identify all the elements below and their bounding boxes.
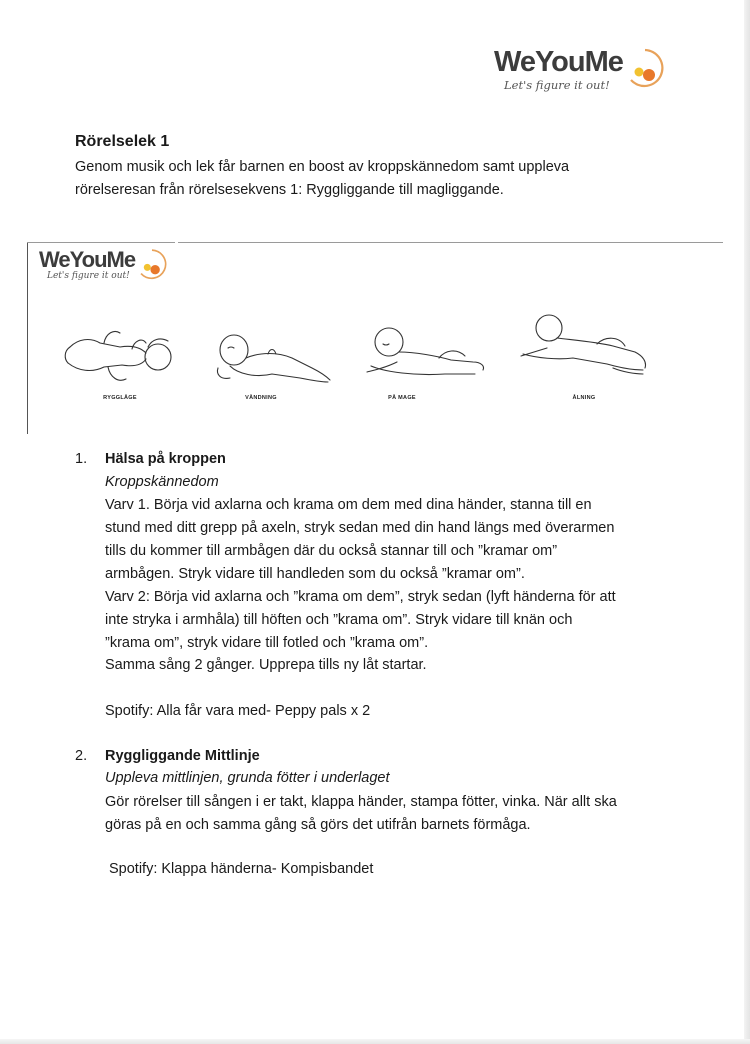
baby-tummy-illustration [355,322,490,388]
baby-rolling-illustration [208,328,336,388]
logo-tagline: Let's figure it out! [504,78,610,92]
pose-label: RYGGLÄGE [103,395,137,401]
pose-label: ÅLNING [572,395,596,401]
body-line: Varv 2: Börja vid axlarna och ”krama om dem”, stryk sedan (lyft händerna för att [105,589,616,605]
body-line: göras på en och samma gång så görs det utifrån barnets förmåga. [105,817,531,833]
list-number: 2. [75,748,88,764]
figure-logo-tagline: Let's figure it out! [47,271,130,281]
intro-line: Genom musik och lek får barnen en boost av kroppskännedom samt uppleva [75,159,570,175]
intro-line: rörelseresan från rörelsesekvens 1: Ryggliggande till magliggande. [75,182,504,198]
logo-circle-icon [625,46,665,92]
figure-logo-wordmark: WeYouMe [39,247,136,272]
figure-frame-top-left [27,242,175,243]
item-heading: Hälsa på kroppen [105,451,226,467]
body-line: armbågen. Stryk vidare till handleden som du också ”kramar om”. [105,566,525,582]
pose-label: VÄNDNING [245,395,277,401]
item-heading: Ryggliggande Mittlinje [105,748,260,764]
item-subtitle: Kroppskännedom [105,474,219,490]
document-title: Rörelselek 1 [75,133,170,150]
intro-paragraph [75,156,675,202]
page-edge [744,0,750,1044]
spotify-reference: Spotify: Alla får vara med- Peppy pals x 2 [105,703,371,719]
baby-crawling-illustration [517,312,652,388]
item-subtitle: Uppleva mittlinjen, grunda fötter i underlaget [105,770,390,786]
list-number: 1. [75,451,88,467]
logo-wordmark: WeYouMe [494,46,623,78]
figure-frame-top [178,242,723,243]
body-line: Varv 1. Börja vid axlarna och krama om dem med dina händer, stanna till en [105,497,592,513]
body-line: Gör rörelser till sången i er takt, klappa händer, stampa fötter, vinka. När allt ska [105,794,617,810]
spotify-reference: Spotify: Klappa händerna- Kompisbandet [109,861,374,877]
figure-logo-circle-icon [136,247,168,283]
page-bottom-edge [0,1039,750,1044]
baby-back-lying-illustration [60,325,185,390]
body-line: stund med ditt grepp på axeln, stryk sedan med din hand längs med överarmen [105,520,615,536]
body-line: ”krama om”, stryk vidare till fotled och ”krama om”. [105,635,429,651]
figure-frame-left [27,242,28,434]
body-line: inte stryka i armhåla) till höften och ”krama om”. Stryk vidare till knän och [105,612,573,628]
pose-label: PÅ MAGE [388,395,416,401]
brand-logo [494,46,674,101]
figure-logo [39,247,179,289]
body-line: tills du kommer till armbågen där du också stannar till och ”kramar om” [105,543,558,559]
body-line: Samma sång 2 gånger. Upprepa tills ny låt startar. [105,657,427,673]
